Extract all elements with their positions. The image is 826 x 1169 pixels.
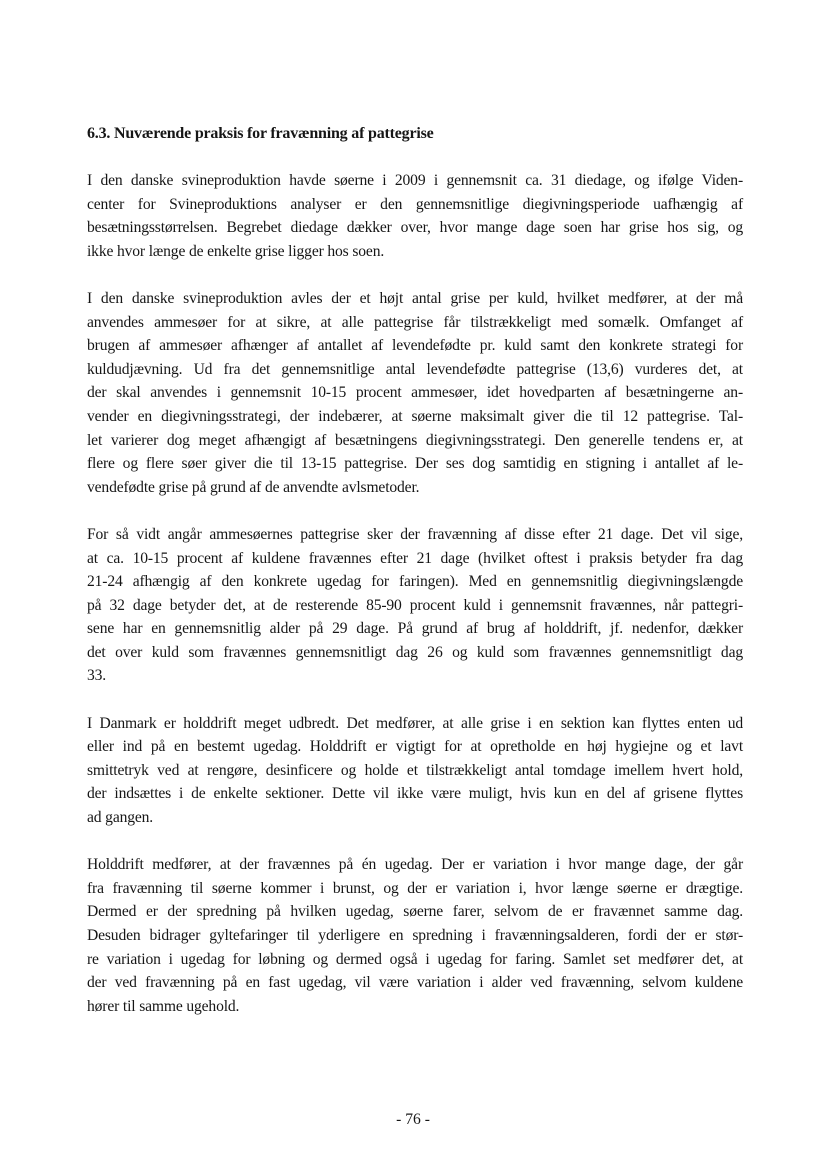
text-line: flere og flere søer giver die til 13-15 pattegrise. Der ses dog samtidig en stigning i antallet af le- (87, 455, 743, 473)
text-line: ad gangen. (87, 809, 154, 827)
text-line: vender en diegivningsstrategi, der indebærer, at søerne maksimalt giver die til 12 pattegrise. Tal- (87, 407, 743, 425)
text-line: Holddrift medfører, at der fravænnes på én ugedag. Der er variation i hvor mange dage, der går (87, 856, 743, 874)
text-line: I Danmark er holddrift meget udbredt. Det medfører, at alle grise i en sektion kan flyttes enten ud (87, 714, 743, 732)
text-line: I den danske svineproduktion avles der et højt antal grise per kuld, hvilket medfører, at der må (87, 289, 743, 307)
paragraph-holddrift-intro (87, 712, 743, 830)
paragraph-diedage (87, 169, 743, 263)
page-number: - 76 - (396, 1111, 430, 1128)
text-line: fra fravænning til søerne kommer i brunst, og der er variation i, hvor længe søerne er drægtige. (87, 879, 743, 897)
text-line: kuldudjævning. Ud fra det gennemsnitlige antal levendefødte pattegrise (13,6) vurderes det, at (87, 360, 743, 378)
text-line: Desuden bidrager gyltefaringer til yderligere en spredning i fravænningsalderen, fordi der er stør- (87, 927, 743, 944)
text-line: center for Svineproduktions analyser er den gennemsnitlige diegivningsperiode uafhængig af (87, 195, 743, 213)
text-line: der ved fravænning på en fast ugedag, vil være variation i alder ved fravænning, selvom kuldene (87, 974, 743, 992)
paragraph-ammesoer (87, 287, 743, 499)
text-line: anvendes ammesøer for at sikre, at alle pattegrise får tilstrækkeligt med somælk. Omfanget af (87, 313, 743, 331)
text-line: brugen af ammesøer afhænger af antallet af levendefødte pr. kuld samt den konkrete strategi for (87, 337, 743, 355)
text-line: der skal anvendes i gennemsnit 10-15 procent ammesøer, idet hovedparten af besætningerne an- (87, 384, 743, 402)
text-line: ikke hvor længe de enkelte grise ligger hos soen. (87, 242, 385, 260)
text-line: hører til samme ugehold. (87, 997, 240, 1015)
text-line: 21-24 afhængig af den konkrete ugedag for faringen). Med en gennemsnitlig diegivningslængde (87, 573, 743, 591)
text-line: vendefødte grise på grund af de anvendte avlsmetoder. (87, 478, 420, 496)
text-line: på 32 dage betyder det, at de resterende 85-90 procent kuld i gennemsnit fravænnes, når pattegri- (87, 596, 743, 614)
text-line: sene har en gennemsnitlig alder på 29 dage. På grund af brug af holddrift, jf. nedenfor, dækker (87, 620, 743, 638)
text-line: Dermed er der spredning på hvilken ugedag, søerne farer, selvom de er fravænnet samme dag. (87, 903, 743, 921)
paragraph-fravaenning-alder (87, 523, 743, 688)
text-line: at ca. 10-15 procent af kuldene fravænnes efter 21 dage (hvilket oftest i praksis betyder fra dag (87, 549, 743, 567)
text-line: det over kuld som fravænnes gennemsnitligt dag 26 og kuld som fravænnes gennemsnitligt dag (87, 643, 743, 661)
text-line: I den danske svineproduktion havde søerne i 2009 i gennemsnit ca. 31 diedage, og ifølge Viden- (87, 172, 743, 189)
text-line: smittetryk ved at rengøre, desinficere og holde et tilstrækkeligt antal tomdage imellem hvert hold, (87, 761, 743, 779)
paragraph-holddrift-variation (87, 853, 743, 1018)
text-line: besætningsstørrelsen. Begrebet diedage dækker over, hvor mange dage soen har grise hos sig, og (87, 219, 743, 237)
text-line: der indsættes i de enkelte sektioner. Dette vil ikke være muligt, hvis kun en del af grisene flyttes (87, 785, 743, 803)
document-page (87, 124, 743, 1042)
section-heading: 6.3. Nuværende praksis for fravænning af pattegrise (87, 125, 434, 142)
text-line: re variation i ugedag for løbning og dermed også i ugedag for faring. Samlet set medfører det, at (87, 950, 743, 968)
text-line: eller ind på en bestemt ugedag. Holddrift er vigtigt for at opretholde en høj hygiejne og et lavt (87, 738, 743, 756)
text-line: For så vidt angår ammesøernes pattegrise sker der fravænning af disse efter 21 dage. Det vil sige, (87, 525, 743, 543)
text-line: 33. (87, 667, 107, 685)
text-line: let varierer dog meget afhængigt af besætningens diegivningsstrategi. Den generelle tendens er, at (87, 431, 743, 449)
